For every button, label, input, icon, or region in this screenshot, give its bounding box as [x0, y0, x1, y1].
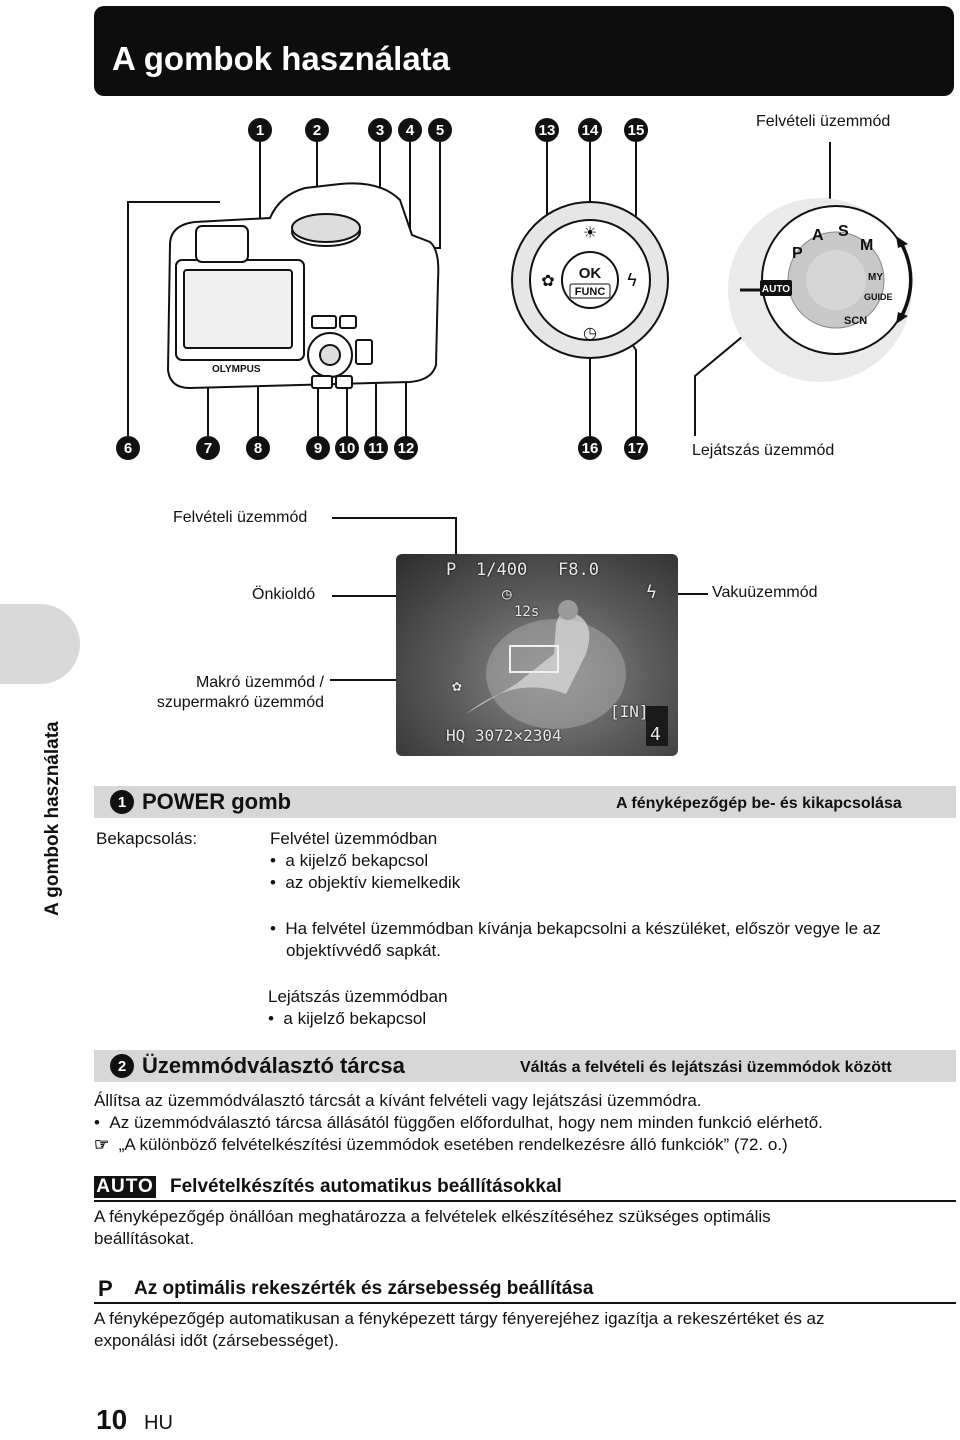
section2-line1: Állítsa az üzemmódválasztó tárcsát a kívánt felvételi vagy lejátszási üzemmódra.: [94, 1091, 702, 1110]
callout-badge: 4: [398, 118, 422, 142]
callout-badge: 2: [305, 118, 329, 142]
divider: [94, 1302, 956, 1304]
shooting-mode-label: Felvételi üzemmód: [756, 113, 891, 130]
callout-badge: 7: [196, 436, 220, 460]
macro-label-line1: Makró üzemmód /: [195, 674, 324, 691]
section1-badge: 1: [110, 790, 134, 814]
dial-s: S: [838, 223, 849, 240]
lcd-shutter: 1/400: [476, 560, 528, 580]
callout-badge: 13: [535, 118, 559, 142]
macro-icon: ✿: [452, 676, 462, 695]
p-section-title: Az optimális rekeszérték és zársebesség beállítása: [134, 1278, 594, 1299]
screen-shooting-mode-label: Felvételi üzemmód: [173, 509, 308, 526]
p-line2: exponálási időt (zársebességet).: [94, 1331, 339, 1350]
p-mode-icon: P: [98, 1276, 113, 1301]
callout-badge: 16: [578, 436, 602, 460]
dial-scn: SCN: [844, 315, 868, 327]
page-number: 10: [96, 1404, 128, 1435]
dial-my: MY: [868, 272, 883, 283]
section1-subtitle: A fényképezőgép be- és kikapcsolása: [616, 795, 902, 812]
auto-section-title: Felvételkészítés automatikus beállításokkal: [170, 1176, 562, 1197]
callout-badge: 1: [248, 118, 272, 142]
lcd-preview: [396, 554, 678, 756]
page-title: A gombok használata: [112, 40, 451, 77]
side-tab-label: A gombok használata: [42, 721, 63, 916]
svg-text:ϟ: ϟ: [627, 270, 637, 290]
lcd-timer: 12s: [514, 604, 540, 620]
dial-a: A: [812, 227, 824, 244]
lcd-memory: [IN]: [610, 702, 649, 721]
camera-diagram: [100, 140, 960, 440]
dial-p: P: [792, 245, 803, 262]
playback-mode-label: Lejátszás üzemmód: [692, 442, 835, 459]
self-timer-icon: ◷: [502, 584, 512, 603]
callout-badge: 6: [116, 436, 140, 460]
lcd-aperture: F8.0: [558, 560, 599, 580]
svg-text:◷: ◷: [583, 325, 597, 342]
macro-label-line2: szupermakró üzemmód: [156, 694, 324, 711]
section2-badge: 2: [110, 1054, 134, 1078]
auto-line1: A fényképezőgép önállóan meghatározza a felvételek elkészítéséhez szükséges optimális: [94, 1207, 771, 1226]
callout-badge: 17: [624, 436, 648, 460]
svg-text:☀: ☀: [582, 225, 598, 242]
shoot-mode-heading: Felvétel üzemmódban: [270, 829, 438, 848]
play-mode-heading: Lejátszás üzemmódban: [268, 987, 448, 1006]
callout-badge: 11: [364, 436, 388, 460]
reference-icon: ☞: [94, 1135, 110, 1154]
list-item: • a kijelző bekapcsol: [270, 851, 429, 870]
note-line1: • Ha felvétel üzemmódban kívánja bekapcsolni a készüléket, először vegye le az: [270, 919, 881, 938]
dial-m: M: [860, 237, 874, 254]
list-item: • az objektív kiemelkedik: [270, 873, 461, 892]
func-label: FUNC: [574, 286, 606, 298]
lcd-mode: P: [446, 560, 457, 580]
note-line2: objektívvédő sapkát.: [286, 941, 441, 960]
section2-title: Üzemmódválasztó tárcsa: [142, 1053, 405, 1078]
section2-subtitle: Váltás a felvételi és lejátszási üzemmódok között: [520, 1059, 892, 1076]
power-on-label: Bekapcsolás:: [96, 829, 198, 848]
p-line1: A fényképezőgép automatikusan a fényképezett tárgy fényerejéhez igazítja a rekeszértéket és az: [94, 1309, 825, 1328]
auto-line2: beállításokat.: [94, 1229, 195, 1248]
flash-icon: ϟ: [646, 582, 657, 603]
brand-logo: OLYMPUS: [212, 364, 261, 375]
dial-guide: GUIDE: [864, 292, 893, 302]
section1-title: POWER gomb: [142, 789, 292, 814]
self-timer-label: Önkioldó: [252, 586, 316, 603]
lcd-quality: HQ 3072×2304: [446, 726, 562, 745]
divider: [94, 1200, 956, 1202]
callout-badge: 5: [428, 118, 452, 142]
lcd-remaining: 4: [650, 724, 661, 745]
dial-auto: AUTO: [761, 284, 791, 295]
section2-bullet1: • Az üzemmódválasztó tárcsa állásától függően előfordulhat, hogy nem minden funkció elérhető.: [94, 1113, 823, 1132]
callout-badge: 12: [394, 436, 418, 460]
callout-badge: 10: [335, 436, 359, 460]
callout-badge: 15: [624, 118, 648, 142]
list-item: • a kijelző bekapcsol: [268, 1009, 427, 1028]
ok-label: OK: [578, 265, 602, 282]
callout-badge: 3: [368, 118, 392, 142]
language-code: HU: [144, 1412, 173, 1434]
callout-badge: 9: [306, 436, 330, 460]
side-tab: [0, 604, 80, 684]
svg-text:✿: ✿: [541, 273, 555, 290]
auto-mode-icon: AUTO: [94, 1176, 156, 1198]
flash-mode-label: Vakuüzemmód: [712, 584, 818, 601]
section2-reference: ☞ „A különböző felvételkészítési üzemmódok esetében rendelkezésre álló funkciók” (72. o.): [94, 1135, 788, 1154]
callout-badge: 14: [578, 118, 602, 142]
callout-badge: 8: [246, 436, 270, 460]
